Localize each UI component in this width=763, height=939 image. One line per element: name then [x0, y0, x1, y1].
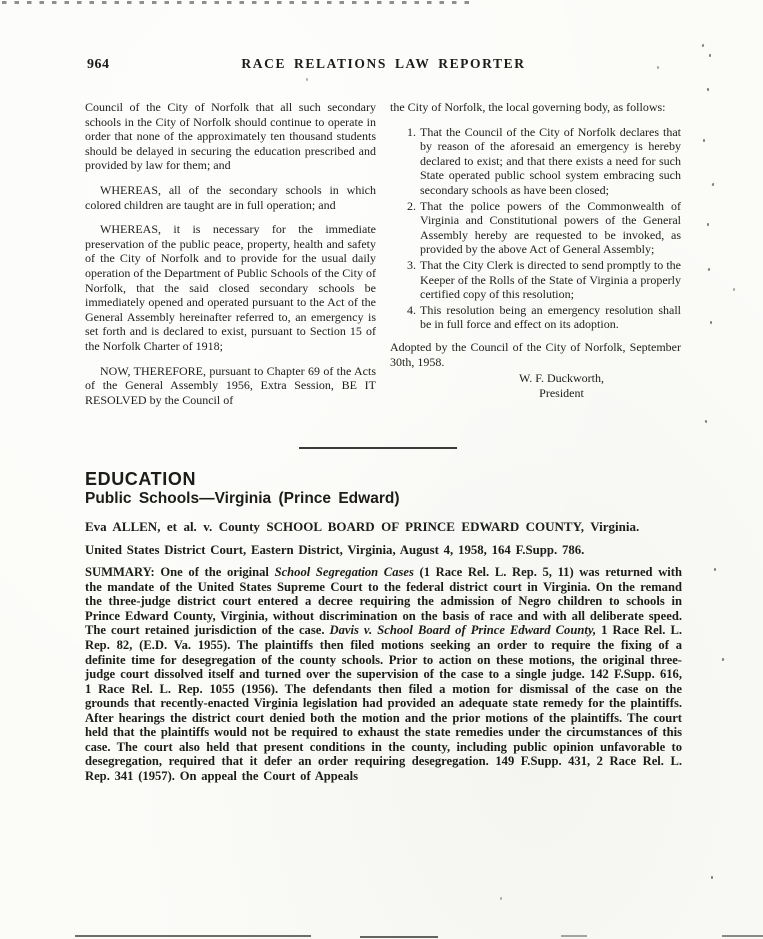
section-subheading: Public Schools—Virginia (Prince Edward)	[85, 490, 400, 508]
scan-speck	[710, 321, 712, 324]
scan-speck	[703, 139, 705, 142]
scan-speck	[702, 44, 705, 48]
scan-speck	[722, 658, 725, 661]
scan-artifact-line	[360, 936, 438, 938]
scan-speck	[707, 223, 709, 226]
list-item-text: This resolution being an emergency resolution shall be in full force and effect on its adoption.	[420, 302, 681, 332]
list-item-number: 4.	[407, 302, 416, 317]
whereas-paragraph: WHEREAS, it is necessary for the immediate preservation of the public peace, property, health and safety of the City of Norfolk and to provide for the usual daily operation of the Department of Public Schools of the City of Norfolk, that the said closed secondary schools be immediately opened and operated pursuant to the Act of the General Assembly hereinafter referred to, an emergency is set forth and is declared to exist, pursuant to Section 15 of the Norfolk Charter of 1918;	[85, 222, 376, 353]
adoption-line: Adopted by the Council of the City of Norfolk, September 30th, 1958.	[390, 339, 681, 369]
right-column	[390, 100, 681, 417]
list-item	[401, 258, 681, 302]
paragraph-continuation: Council of the City of Norfolk that all such secondary schools in the City of Norfolk should continue to operate in order that none of the approximately ten thousand students should be delayed in securing the education prescribed and provided by law for them; and	[85, 100, 376, 173]
signature-block	[416, 371, 707, 401]
running-head	[85, 56, 682, 73]
resolution-numbered-list	[390, 125, 681, 332]
now-therefore-paragraph: NOW, THEREFORE, pursuant to Chapter 69 of the Acts of the General Assembly 1956, Extra Session, BE IT RESOLVED by the Council of	[85, 363, 376, 407]
scan-speck	[657, 66, 659, 69]
signature-title: President	[539, 386, 584, 401]
summary-case-name-italic: School Segregation Cases	[274, 565, 414, 580]
scan-speck	[708, 268, 711, 271]
scan-artifact-line	[722, 935, 763, 937]
scan-speck	[714, 568, 716, 571]
case-title: Eva ALLEN, et al. v. County SCHOOL BOARD OF PRINCE EDWARD COUNTY, Virginia.	[85, 519, 640, 535]
section-divider-rule	[299, 447, 457, 449]
list-item-number: 3.	[407, 257, 416, 272]
list-item-text: That the Council of the City of Norfolk declares that by reason of the aforesaid an emergency is hereby declared to exist; and that there exists a need for such State operated public school system embracing such secondary schools as have been closed;	[420, 124, 681, 197]
summary-text: SUMMARY: One of the original	[85, 565, 275, 580]
summary-text: 1 Race Rel. L. Rep. 82, (E.D. Va. 1955). The plaintiffs then filed motions seeking an order to require the fixing of a definite time for desegregation of the county schools. Prior to action on these motions, the original three-judge court dissolved itself and turned over the supervision of the case to a single judge. 142 F.Supp. 616, 1 Race Rel. L. Rep. 1055 (1956). The defendants then filed a motion for dismissal of the case on the grounds that recently-enacted Virginia legislation had provided an adequate state remedy for the plaintiffs. After hearings the district court denied both the motion and the prior motions of the plaintiffs. The court held that the plaintiffs would not be required to exhaust the state remedies under the circumstances of this case. The court also held that present conditions in the county, including public opinion unfavorable to desegregation, required that it defer an order requiring desegregation. 149 F.Supp. 431, 2 Race Rel. L. Rep. 341 (1957). On appeal the Court of Appeals	[85, 623, 682, 783]
summary-case-name-italic: Davis v. School Board of Prince Edward County,	[329, 623, 597, 638]
page-content	[85, 56, 682, 783]
scan-speck	[306, 78, 308, 81]
scan-speck	[733, 288, 735, 291]
scan-speck	[711, 183, 714, 187]
paragraph-continuation: the City of Norfolk, the local governing body, as follows:	[390, 100, 666, 114]
resolution-body	[85, 100, 682, 417]
scan-artifact-line	[75, 935, 311, 937]
scan-speck	[711, 876, 713, 879]
list-item	[401, 125, 681, 198]
scan-speck	[500, 897, 502, 900]
section-heading: EDUCATION	[85, 469, 197, 490]
scan-speck	[707, 88, 710, 91]
list-item-text: That the City Clerk is directed to send promptly to the Keeper of the Rolls of the State of Virginia a properly certified copy of this resolution;	[420, 257, 681, 302]
scan-artifact-line	[561, 935, 587, 937]
left-column	[85, 100, 376, 417]
scan-speck	[709, 54, 711, 57]
case-summary	[85, 565, 682, 783]
education-section	[85, 469, 682, 783]
page-number: 964	[87, 57, 110, 72]
scan-artifact-top-dashes	[2, 1, 470, 4]
scan-speck	[705, 420, 708, 424]
list-item	[401, 199, 681, 257]
court-citation-line: United States District Court, Eastern District, Virginia, August 4, 1958, 164 F.Supp. 786.	[85, 543, 585, 558]
signature-name: W. F. Duckworth,	[519, 371, 604, 386]
list-item-number: 1.	[407, 124, 416, 139]
list-item-number: 2.	[407, 198, 416, 213]
summary-text: (1 Race Rel. L. Rep. 5, 11) was returned with the mandate of the United States Supreme Court to the federal district court in Virginia. On the remand the three-judge district court entered a decree requiring the admission of Negro children to schools in Prince Edward County, Virginia, without discrimination on the basis of race and with all deliberate speed. The court retained jurisdiction of the case.	[85, 565, 682, 638]
list-item-text: That the police powers of the Commonwealth of Virginia and Constitutional powers of the General Assembly hereby are requested to be invoked, as provided by the above Act of General Assembly;	[420, 198, 681, 257]
list-item	[401, 303, 681, 332]
whereas-paragraph: WHEREAS, all of the secondary schools in which colored children are taught are in full operation; and	[85, 182, 376, 212]
journal-title: RACE RELATIONS LAW REPORTER	[241, 56, 526, 71]
